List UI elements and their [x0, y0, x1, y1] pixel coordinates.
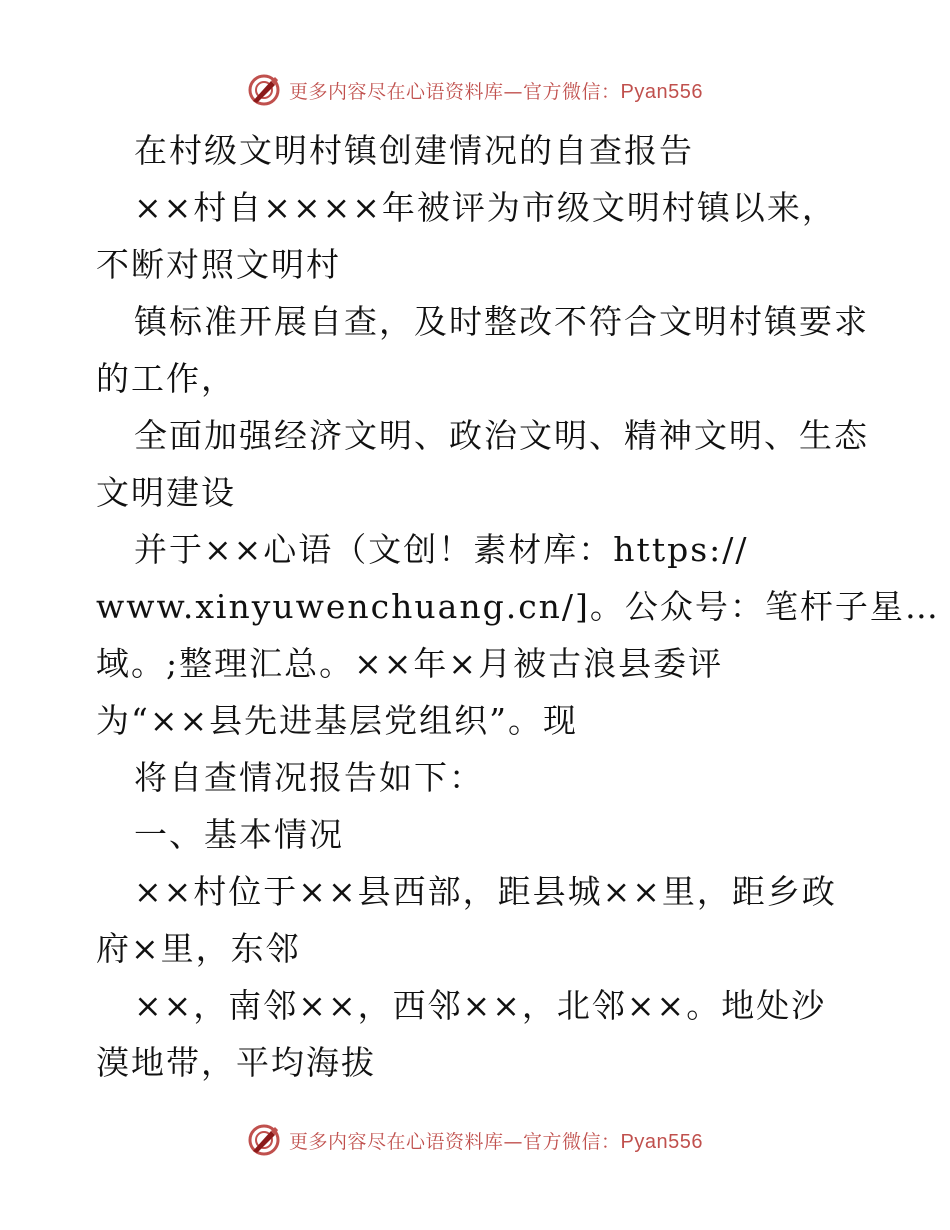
paragraph-line: ××村自××××年被评为市级文明村镇以来，: [134, 188, 837, 227]
wechat-id: Pyan556: [620, 80, 703, 103]
paragraph-line: 全面加强经济文明、政治文明、精神文明、生态: [134, 416, 869, 455]
paragraph-line: 府×里，东邻: [96, 929, 301, 968]
header-banner: [0, 70, 950, 110]
paragraph-line: 漠地带，平均海拔: [96, 1043, 376, 1082]
paragraph-line: ××，南邻××，西邻××，北邻××。地处沙: [134, 986, 827, 1025]
paragraph-line: 文明建设: [96, 473, 236, 512]
doc-title: 在村级文明村镇创建情况的自查报告: [134, 131, 694, 170]
banner-text: [289, 77, 703, 104]
footer-banner: [0, 1120, 950, 1160]
paragraph-line: 为“××县先进基层党组织”。现: [96, 701, 579, 740]
paragraph-line: 域。;整理汇总。××年×月被古浪县委评: [96, 644, 724, 683]
document-body: [96, 122, 940, 1091]
paragraph-line: 的工作，: [96, 359, 236, 398]
paragraph-line: 将自查情况报告如下：: [134, 758, 484, 797]
paragraph-line: 镇标准开展自查，及时整改不符合文明村镇要求: [134, 302, 869, 341]
wechat-id: Pyan556: [620, 1130, 703, 1153]
paragraph-line: 不断对照文明村: [96, 245, 341, 284]
paragraph-line: 并于××心语（文创！素材库：https://: [134, 530, 749, 569]
section-heading: 一、基本情况: [134, 815, 344, 854]
pen-logo-icon: [247, 1123, 281, 1157]
banner-text: [289, 1127, 703, 1154]
banner-slogan: 更多内容尽在心语资料库—官方微信：: [289, 80, 621, 103]
paragraph-line: www.xinyuwenchuang.cn/]。公众号：笔杆子星…: [96, 587, 940, 626]
paragraph-line: ××村位于××县西部，距县城××里，距乡政: [134, 872, 837, 911]
pen-logo-icon: [247, 73, 281, 107]
banner-slogan: 更多内容尽在心语资料库—官方微信：: [289, 1130, 621, 1153]
